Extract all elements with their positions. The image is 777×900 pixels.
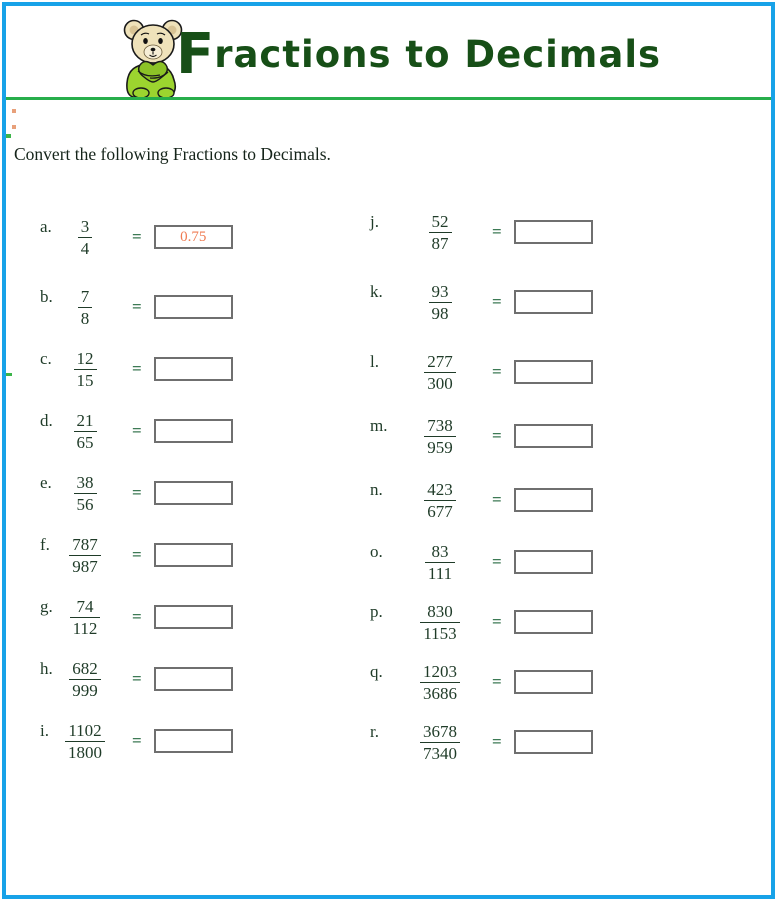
fraction-slot <box>66 472 104 515</box>
problem-letter: k. <box>370 282 383 301</box>
numerator: 3 <box>78 216 93 238</box>
problem-letter: f. <box>40 535 50 554</box>
denominator: 56 <box>76 494 94 514</box>
answer-input[interactable] <box>514 220 593 244</box>
problem-letter: h. <box>40 659 53 678</box>
numerator: 787 <box>69 534 101 556</box>
denominator: 8 <box>80 308 90 328</box>
fraction-slot <box>66 216 104 259</box>
answer-input[interactable] <box>154 295 233 319</box>
fraction-slot <box>396 351 484 394</box>
problem-letter: d. <box>40 411 53 430</box>
fraction-slot <box>396 479 484 522</box>
scan-artifact <box>12 125 16 129</box>
scan-artifact <box>6 373 12 376</box>
page-title <box>175 22 662 87</box>
numerator: 12 <box>74 348 97 370</box>
numerator: 74 <box>70 596 101 618</box>
equals-sign: = <box>132 297 142 316</box>
equals-sign: = <box>492 732 502 751</box>
equals-sign: = <box>132 227 142 246</box>
numerator: 3678 <box>420 721 460 743</box>
problem-row-d <box>40 400 233 462</box>
problem-letter: q. <box>370 662 383 681</box>
problem-row-b <box>40 276 233 338</box>
fraction <box>74 410 97 453</box>
problem-letter: e. <box>40 473 52 492</box>
problem-row-j <box>370 200 593 264</box>
denominator: 959 <box>427 437 453 457</box>
problem-row-i <box>40 710 233 772</box>
denominator: 15 <box>76 370 94 390</box>
answer-input[interactable] <box>154 481 233 505</box>
denominator: 65 <box>76 432 94 452</box>
answer-input[interactable] <box>514 730 593 754</box>
equals-sign: = <box>492 222 502 241</box>
equals-sign: = <box>132 607 142 626</box>
denominator: 87 <box>431 233 449 253</box>
equals-sign: = <box>132 545 142 564</box>
answer-input[interactable] <box>514 610 593 634</box>
problem-letter: l. <box>370 352 379 371</box>
denominator: 3686 <box>423 683 457 703</box>
header-divider <box>6 97 771 100</box>
answer-input[interactable] <box>514 360 593 384</box>
numerator: 21 <box>74 410 97 432</box>
fraction-slot <box>66 596 104 639</box>
answer-input[interactable] <box>514 488 593 512</box>
numerator: 83 <box>425 541 455 563</box>
problem-letter: i. <box>40 721 49 740</box>
problem-letter: o. <box>370 542 383 561</box>
fraction-slot <box>396 541 484 584</box>
equals-sign: = <box>132 421 142 440</box>
problem-row-e <box>40 462 233 524</box>
numerator: 93 <box>429 281 452 303</box>
fraction-slot <box>396 415 484 458</box>
problem-letter: j. <box>370 212 379 231</box>
denominator: 987 <box>72 556 98 576</box>
answer-input[interactable] <box>154 605 233 629</box>
numerator: 830 <box>420 601 459 623</box>
numerator: 7 <box>78 286 93 308</box>
fraction-slot <box>396 661 484 704</box>
equals-sign: = <box>492 362 502 381</box>
fraction-slot <box>396 721 484 764</box>
problem-letter: p. <box>370 602 383 621</box>
fraction-slot <box>66 720 104 763</box>
title-text: ractions to Decimals <box>214 33 662 76</box>
numerator: 1203 <box>420 661 460 683</box>
title-initial: F <box>175 22 215 87</box>
problem-letter: a. <box>40 217 52 236</box>
problem-row-h <box>40 648 233 710</box>
fraction-slot <box>396 281 484 324</box>
problem-letter: n. <box>370 480 383 499</box>
problem-row-p <box>370 592 593 652</box>
answer-input[interactable] <box>154 225 233 249</box>
fraction <box>74 472 97 515</box>
fraction <box>425 541 455 584</box>
answer-input[interactable] <box>154 667 233 691</box>
fraction <box>429 211 452 254</box>
worksheet-page <box>2 2 775 899</box>
denominator: 677 <box>427 501 453 521</box>
fraction-slot <box>66 410 104 453</box>
denominator: 112 <box>72 618 98 638</box>
fraction <box>429 281 452 324</box>
answer-input[interactable] <box>514 424 593 448</box>
numerator: 1102 <box>65 720 105 742</box>
problem-row-l <box>370 340 593 404</box>
worksheet-header <box>6 6 771 97</box>
fraction <box>78 216 93 259</box>
numerator: 52 <box>429 211 452 233</box>
scan-artifact <box>6 134 11 138</box>
fraction <box>65 720 105 763</box>
fraction <box>424 415 456 458</box>
denominator: 4 <box>80 238 90 258</box>
answer-input[interactable] <box>514 670 593 694</box>
problem-row-q <box>370 652 593 712</box>
fraction-slot <box>66 534 104 577</box>
fraction <box>69 534 101 577</box>
equals-sign: = <box>132 731 142 750</box>
numerator: 277 <box>424 351 456 373</box>
equals-sign: = <box>492 672 502 691</box>
equals-sign: = <box>492 490 502 509</box>
numerator: 738 <box>424 415 456 437</box>
problem-row-c <box>40 338 233 400</box>
problem-row-o <box>370 532 593 592</box>
instruction-text: Convert the following Fractions to Decimals. <box>14 144 331 164</box>
answer-input[interactable] <box>154 419 233 443</box>
fraction <box>70 596 101 639</box>
problem-row-n <box>370 468 593 532</box>
problem-letter: r. <box>370 722 379 741</box>
numerator: 38 <box>74 472 97 494</box>
equals-sign: = <box>132 669 142 688</box>
equals-sign: = <box>492 292 502 311</box>
problem-row-g <box>40 586 233 648</box>
problem-letter: c. <box>40 349 52 368</box>
fraction <box>424 351 456 394</box>
equals-sign: = <box>132 483 142 502</box>
denominator: 300 <box>427 373 453 393</box>
denominator: 111 <box>427 563 453 583</box>
fraction-slot <box>66 658 104 701</box>
fraction <box>69 658 101 701</box>
denominator: 1153 <box>423 623 457 643</box>
answer-input[interactable] <box>154 729 233 753</box>
scan-artifact <box>12 109 16 113</box>
equals-sign: = <box>492 426 502 445</box>
fraction <box>420 661 460 704</box>
problem-row-r <box>370 712 593 772</box>
answer-input[interactable] <box>154 543 233 567</box>
problem-letter: b. <box>40 287 53 306</box>
fraction <box>424 479 456 522</box>
numerator: 423 <box>424 479 456 501</box>
fraction-slot <box>66 348 104 391</box>
problem-row-k <box>370 270 593 334</box>
fraction <box>420 601 459 644</box>
fraction <box>420 721 460 764</box>
answer-value: 0.75 <box>180 228 207 245</box>
fraction-slot <box>396 211 484 254</box>
problem-letter: g. <box>40 597 53 616</box>
denominator: 999 <box>72 680 98 700</box>
denominator: 1800 <box>68 742 102 762</box>
problem-row-m <box>370 404 593 468</box>
fraction <box>74 348 97 391</box>
fraction-slot <box>396 601 484 644</box>
problems-column-left <box>40 206 233 772</box>
problem-letter: m. <box>370 416 388 435</box>
answer-input[interactable] <box>514 290 593 314</box>
problem-row-f <box>40 524 233 586</box>
denominator: 7340 <box>423 743 457 763</box>
fraction <box>78 286 93 329</box>
equals-sign: = <box>492 612 502 631</box>
numerator: 682 <box>69 658 101 680</box>
answer-input[interactable] <box>154 357 233 381</box>
denominator: 98 <box>431 303 449 323</box>
equals-sign: = <box>132 359 142 378</box>
fraction-slot <box>66 286 104 329</box>
answer-input[interactable] <box>514 550 593 574</box>
equals-sign: = <box>492 552 502 571</box>
problem-row-a <box>40 206 233 268</box>
problems-column-right <box>370 200 593 772</box>
